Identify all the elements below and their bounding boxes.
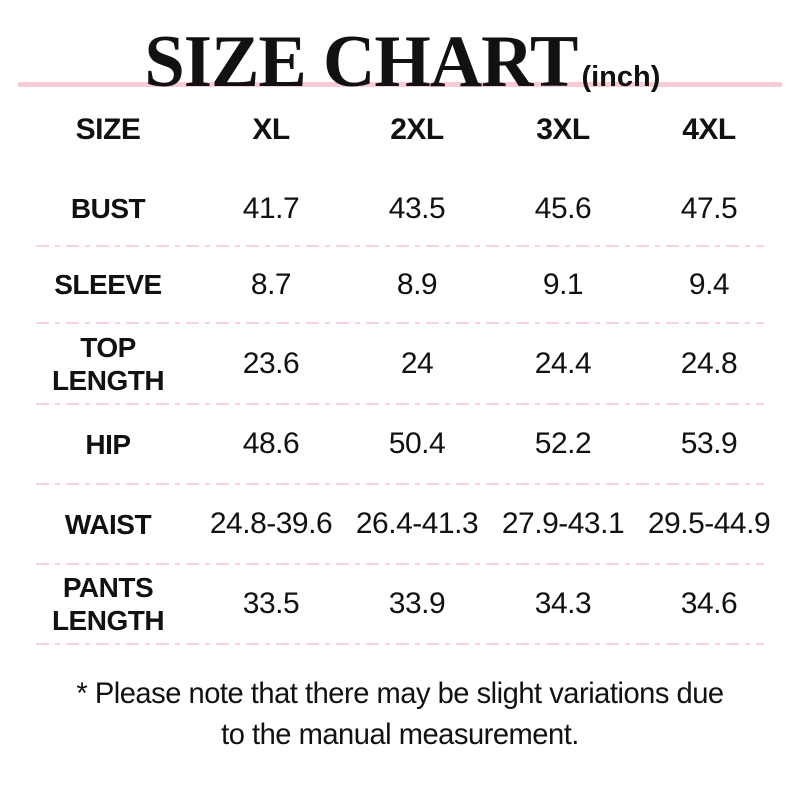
row-label — [18, 192, 198, 225]
cell-value: 53.9 — [680, 427, 738, 460]
cell-value: 8.7 — [250, 267, 292, 301]
table-row-pants-length — [18, 565, 782, 643]
row-label-text: WAIST — [64, 508, 152, 540]
cell-value: 43.5 — [388, 191, 446, 225]
row-label — [18, 331, 198, 397]
row-divider-line — [36, 643, 764, 645]
cell-value: 24.8 — [680, 346, 738, 380]
note-line-2: to the manual measurement. — [221, 718, 579, 751]
cell-value: 9.4 — [688, 267, 730, 301]
measurement-note — [12, 673, 788, 755]
title-unit: (inch) — [581, 61, 661, 93]
cell-value: 9.1 — [542, 267, 584, 301]
cell-value: 48.6 — [242, 427, 300, 460]
cell-value: 34.6 — [680, 587, 738, 620]
table-row-bust — [18, 172, 782, 245]
cell-value: 34.3 — [534, 587, 592, 620]
cell-value: 8.9 — [396, 267, 438, 301]
header-size — [18, 113, 198, 146]
cell-value: 47.5 — [680, 191, 738, 225]
row-label — [18, 428, 198, 461]
row-label — [18, 571, 198, 637]
header-xl: XL — [252, 112, 290, 146]
cell-value: 50.4 — [388, 427, 446, 460]
row-label-text: BUST — [70, 193, 146, 224]
table-row-waist — [18, 485, 782, 563]
row-label-text: TOP LENGTH — [51, 331, 165, 396]
header-2xl: 2XL — [390, 112, 444, 146]
cell-value: 24 — [400, 346, 434, 380]
cell-value: 45.6 — [534, 191, 592, 225]
cell-value: 27.9-43.1 — [501, 507, 625, 540]
cell-value: 41.7 — [242, 191, 300, 225]
header-size-label: SIZE — [75, 113, 141, 146]
row-label-text: SLEEVE — [54, 269, 162, 300]
cell-value: 26.4-41.3 — [355, 507, 479, 540]
row-label-text: PANTS LENGTH — [51, 572, 165, 636]
cell-value: 24.8-39.6 — [209, 507, 333, 540]
title-text: SIZE CHART — [144, 21, 578, 103]
row-label-text: HIP — [85, 428, 131, 460]
cell-value: 33.9 — [388, 587, 446, 620]
cell-value: 24.4 — [534, 346, 592, 380]
note-line-1: * Please note that there may be slight variations due — [76, 677, 724, 710]
table-row-sleeve — [18, 247, 782, 322]
cell-value: 29.5-44.9 — [647, 507, 771, 540]
table-row-hip — [18, 405, 782, 483]
cell-value: 33.5 — [242, 587, 300, 620]
row-label — [18, 268, 198, 301]
cell-value: 23.6 — [242, 346, 300, 380]
cell-value: 52.2 — [534, 427, 592, 460]
header-4xl: 4XL — [682, 112, 736, 146]
size-table — [0, 87, 800, 645]
header-3xl: 3XL — [536, 112, 590, 146]
table-row-top-length — [18, 324, 782, 403]
row-label — [18, 508, 198, 541]
page-title — [0, 0, 800, 103]
